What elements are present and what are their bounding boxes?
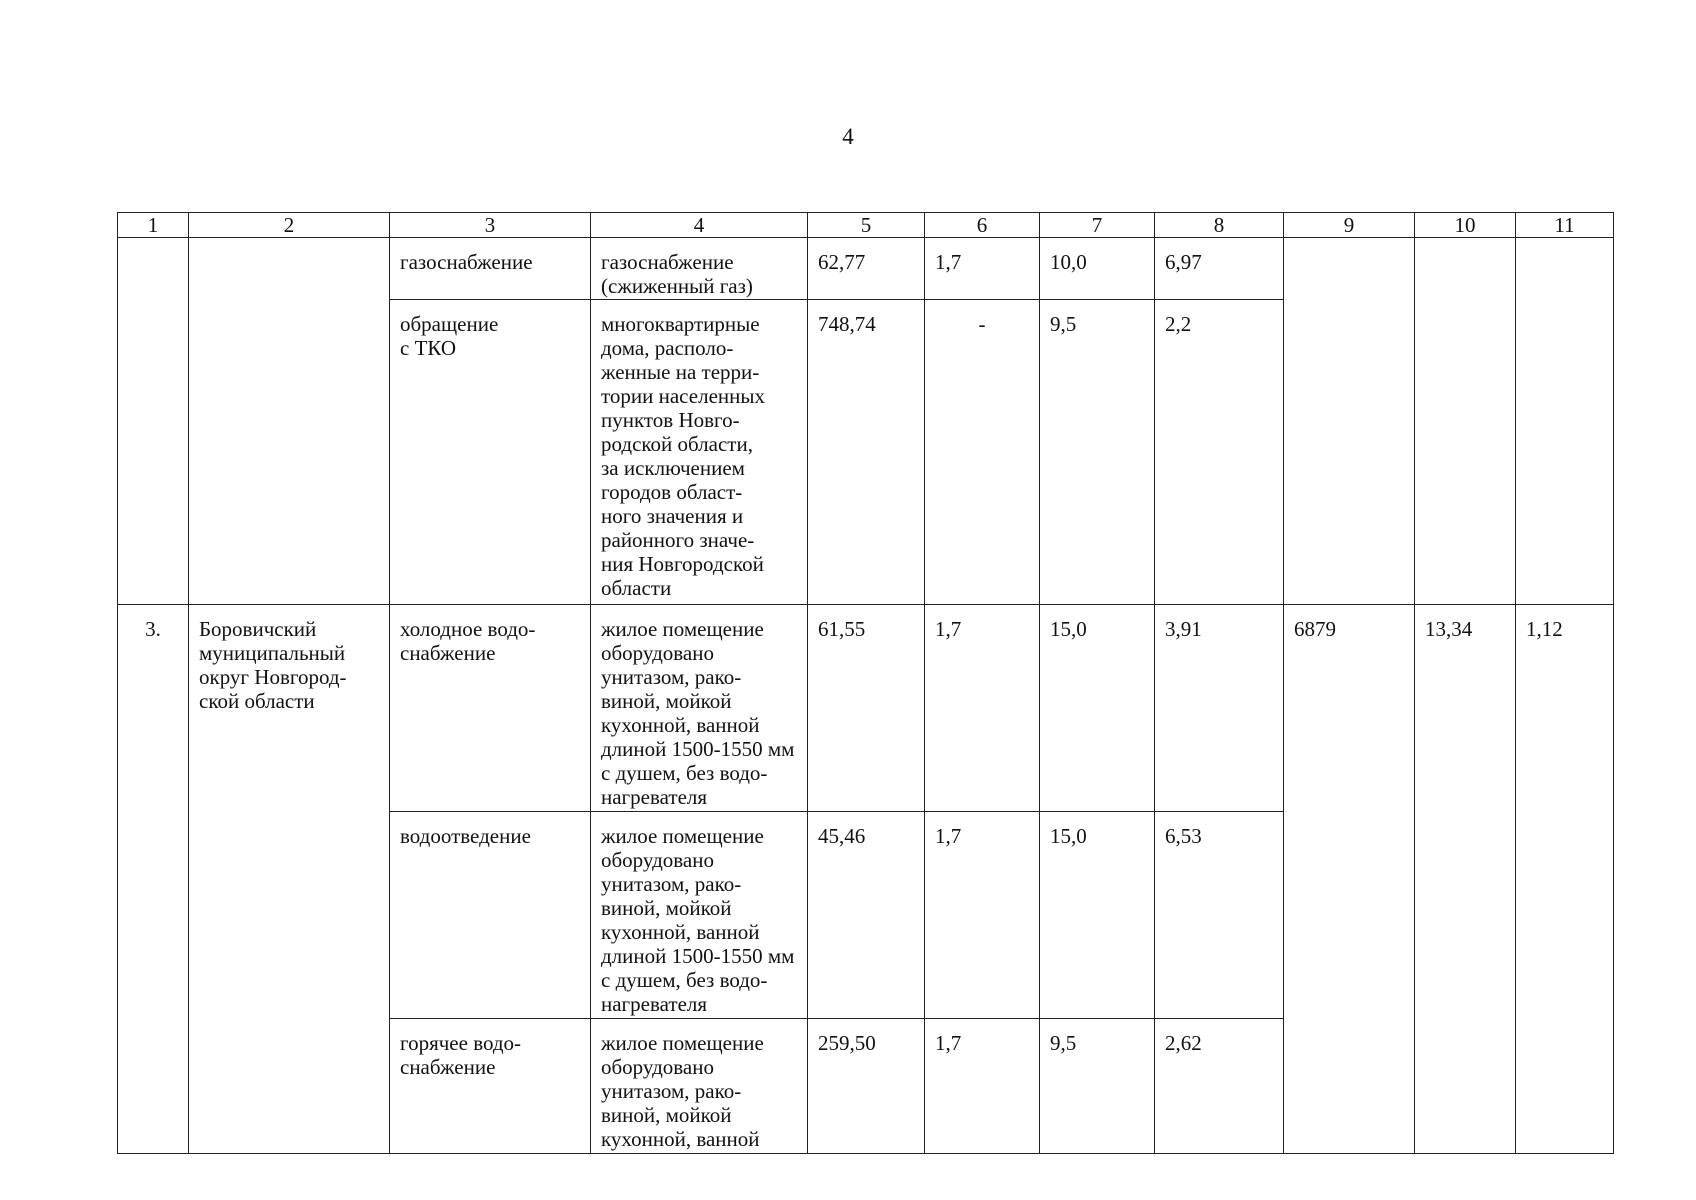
- col-header-3: 3: [390, 213, 591, 238]
- col-header-5: 5: [808, 213, 925, 238]
- value-cell-6: 1,7: [925, 605, 1040, 812]
- value-cell-10: 13,34: [1415, 605, 1516, 1154]
- value-cell-5: 748,74: [808, 300, 925, 605]
- value-cell-10: [1415, 238, 1516, 605]
- table-row: [118, 238, 1614, 300]
- col-header-11: 11: [1516, 213, 1614, 238]
- value-cell-7: 9,5: [1040, 300, 1155, 605]
- col-header-7: 7: [1040, 213, 1155, 238]
- tariff-table: [117, 212, 1614, 1154]
- col-header-6: 6: [925, 213, 1040, 238]
- col-header-4: 4: [591, 213, 808, 238]
- municipality-cell: [189, 238, 390, 605]
- value-cell-8: 6,97: [1155, 238, 1284, 300]
- value-cell-8: 2,2: [1155, 300, 1284, 605]
- service-cell: холодное водо- снабжение: [390, 605, 591, 812]
- value-cell-7: 15,0: [1040, 605, 1155, 812]
- col-header-10: 10: [1415, 213, 1516, 238]
- column-number-row: [118, 213, 1614, 238]
- service-cell: водоотведение: [390, 812, 591, 1019]
- value-cell-11: [1516, 238, 1614, 605]
- value-cell-8: 6,53: [1155, 812, 1284, 1019]
- value-cell-7: 15,0: [1040, 812, 1155, 1019]
- service-cell: горячее водо- снабжение: [390, 1019, 591, 1154]
- value-cell-5: 62,77: [808, 238, 925, 300]
- value-cell-9: 6879: [1284, 605, 1415, 1154]
- value-cell-5: 61,55: [808, 605, 925, 812]
- value-cell-8: 2,62: [1155, 1019, 1284, 1154]
- value-cell-6: 1,7: [925, 1019, 1040, 1154]
- value-cell-9: [1284, 238, 1415, 605]
- value-cell-6: -: [925, 300, 1040, 605]
- col-header-2: 2: [189, 213, 390, 238]
- value-cell-8: 3,91: [1155, 605, 1284, 812]
- description-cell: газоснабжение (сжиженный газ): [591, 238, 808, 300]
- value-cell-6: 1,7: [925, 812, 1040, 1019]
- row-number-cell: [118, 238, 189, 605]
- page-number: 4: [842, 124, 854, 149]
- col-header-9: 9: [1284, 213, 1415, 238]
- description-cell: многоквартирные дома, располо- женные на терри- тории населенных пунктов Новго- родской области, за исключением городов област- ного значения и районного значе- ния Новгородской области: [591, 300, 808, 605]
- table-row: [118, 605, 1614, 812]
- value-cell-5: 45,46: [808, 812, 925, 1019]
- value-cell-7: 9,5: [1040, 1019, 1155, 1154]
- description-cell: жилое помещение оборудовано унитазом, рако- виной, мойкой кухонной, ванной: [591, 1019, 808, 1154]
- description-cell: жилое помещение оборудовано унитазом, рако- виной, мойкой кухонной, ванной длиной 1500-1550 мм с душем, без водо- нагревателя: [591, 812, 808, 1019]
- description-cell: жилое помещение оборудовано унитазом, рако- виной, мойкой кухонной, ванной длиной 1500-1550 мм с душем, без водо- нагревателя: [591, 605, 808, 812]
- row-number-cell: 3.: [118, 605, 189, 1154]
- col-header-8: 8: [1155, 213, 1284, 238]
- municipality-cell: Боровичский муниципальный округ Новгород- ской области: [189, 605, 390, 1154]
- value-cell-5: 259,50: [808, 1019, 925, 1154]
- value-cell-11: 1,12: [1516, 605, 1614, 1154]
- service-cell: обращение с ТКО: [390, 300, 591, 605]
- col-header-1: 1: [118, 213, 189, 238]
- value-cell-7: 10,0: [1040, 238, 1155, 300]
- service-cell: газоснабжение: [390, 238, 591, 300]
- value-cell-6: 1,7: [925, 238, 1040, 300]
